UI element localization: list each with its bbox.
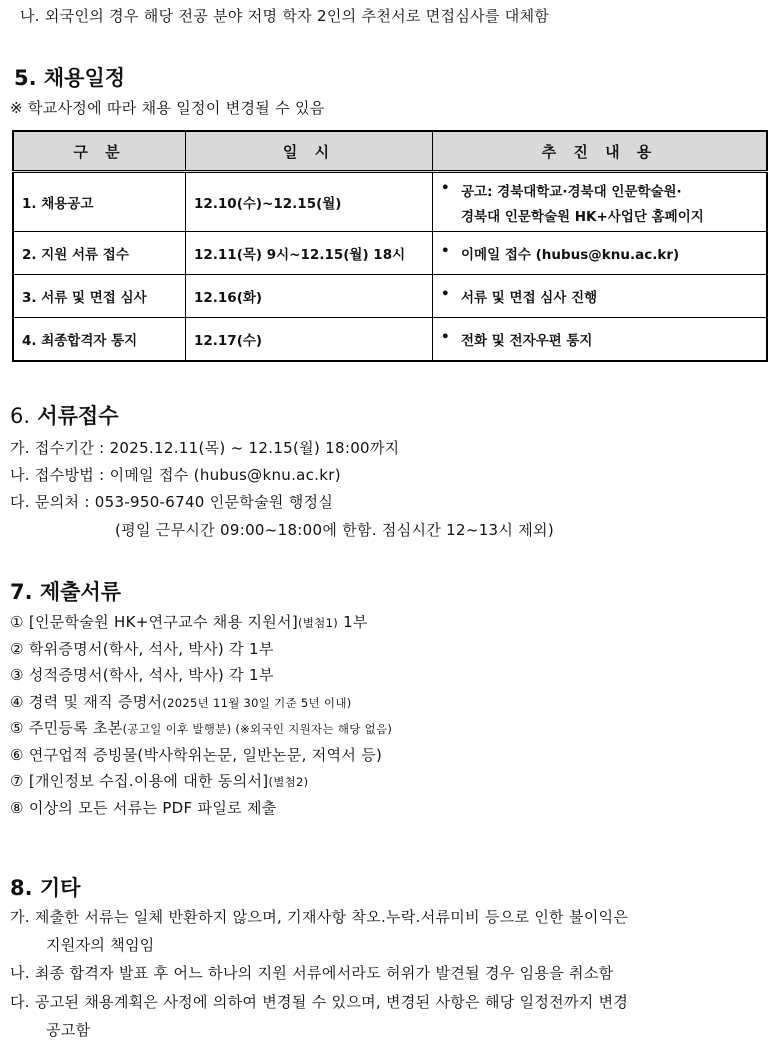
reception-item: 다. 문의처 : 053-950-6740 인문학술원 행정실: [10, 493, 334, 511]
reception-item: 가. 접수기간 : 2025.12.11(목) ~ 12.15(월) 18:00까지: [10, 439, 400, 457]
etc-line: 나. 최종 합격자 발표 후 어느 하나의 지원 서류에서라도 허위가 발견될 경우 임용을 취소함: [10, 964, 614, 982]
etc-line: 가. 제출한 서류는 일체 반환하지 않으며, 기재사항 착오.누락.서류미비 등으로 인한 불이익은: [10, 908, 629, 926]
list-item: ⑥ 연구업적 증빙물(박사학위논문, 일반논문, 저역서 등): [10, 745, 383, 764]
list-item: ⑧ 이상의 모든 서류는 PDF 파일로 제출: [10, 798, 277, 817]
row-content: • 공고: 경북대학교·경북대 인문학술원· 경북대 인문학술원 HK+사업단 홈페이지: [433, 172, 768, 232]
table-row: [13, 232, 767, 275]
row-date: 12.17(수): [186, 318, 433, 361]
row-date: 12.16(화): [186, 275, 433, 318]
list-item: ② 학위증명서(학사, 석사, 박사) 각 1부: [10, 639, 274, 658]
intro-line: 나. 외국인의 경우 해당 전공 분야 저명 학자 2인의 추천서로 면접심사를 대체함: [20, 7, 550, 25]
row-date: 12.10(수)~12.15(월): [186, 172, 433, 232]
row-content: • 전화 및 전자우편 통지: [433, 318, 768, 361]
row-content: • 이메일 접수 (hubus@knu.ac.kr): [433, 232, 768, 275]
list-item: ④ 경력 및 재직 증명서(2025년 11월 30일 기준 5년 이내): [10, 692, 352, 711]
list-item: ⑤ 주민등록 초본(공고일 이후 발행분) (※외국인 지원자는 해당 없음): [10, 719, 393, 737]
list-item: ⑦ [개인정보 수집.이용에 대한 동의서](별첨2): [10, 772, 309, 790]
row-category: 1. 채용공고: [13, 172, 186, 232]
table-row: [13, 318, 767, 361]
row-category: 2. 지원 서류 접수: [13, 232, 186, 275]
row-content: • 서류 및 면접 심사 진행: [433, 275, 768, 318]
etc-heading: 8. 기타: [10, 876, 81, 900]
bullet-icon: •: [441, 179, 450, 196]
etc-line: 다. 공고된 채용계획은 사정에 의하여 변경될 수 있으며, 변경된 사항은 해당 일정전까지 변경: [10, 993, 629, 1011]
row-date: 12.11(목) 9시~12.15(월) 18시: [186, 232, 433, 275]
schedule-table: [12, 130, 768, 362]
table-row: [13, 275, 767, 318]
schedule-heading: 5. 채용일정: [14, 66, 126, 90]
bullet-icon: •: [441, 328, 450, 345]
list-item: ① [인문학술원 HK+연구교수 채용 지원서](별첨1) 1부: [10, 613, 368, 631]
header-content: 추 진 내 용: [433, 131, 768, 172]
header-date: 일 시: [186, 131, 433, 172]
bullet-icon: •: [441, 286, 450, 302]
etc-line: 지원자의 책임임: [46, 936, 155, 954]
reception-heading: 6. 서류접수: [10, 404, 119, 428]
list-item: ③ 성적증명서(학사, 석사, 박사) 각 1부: [10, 666, 274, 684]
etc-line: 공고함: [46, 1021, 91, 1039]
reception-item: 나. 접수방법 : 이메일 접수 (hubus@knu.ac.kr): [10, 466, 341, 484]
schedule-note: ※ 학교사정에 따라 채용 일정이 변경될 수 있음: [10, 99, 325, 117]
reception-note: (평일 근무시간 09:00~18:00에 한함. 점심시간 12~13시 제외): [115, 521, 554, 539]
row-category: 3. 서류 및 면접 심사: [13, 275, 186, 318]
bullet-icon: •: [441, 243, 450, 259]
table-row: [13, 172, 767, 232]
row-category: 4. 최종합격자 통지: [13, 318, 186, 361]
documents-heading: 7. 제출서류: [10, 580, 122, 604]
header-category: 구 분: [13, 131, 186, 172]
